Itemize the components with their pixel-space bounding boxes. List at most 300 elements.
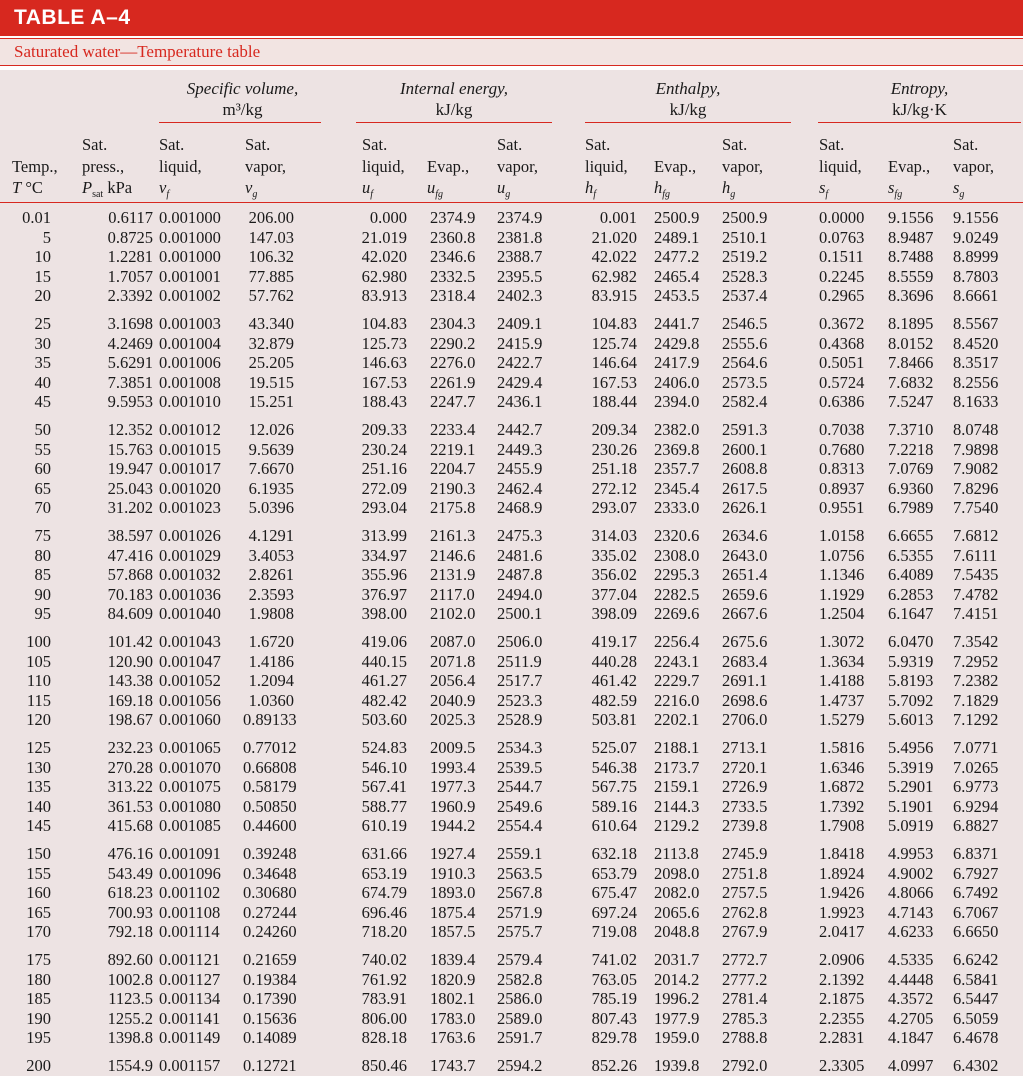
cell-sfg: 5.2901 [888, 777, 934, 796]
cell-sg: 8.0748 [953, 420, 999, 439]
cell-ug: 2559.1 [497, 844, 543, 863]
cell-temp: 170 [26, 922, 51, 941]
cell-sfg: 5.7092 [888, 690, 934, 710]
table-row [0, 903, 1023, 923]
cell-uf: 313.99 [361, 526, 407, 545]
group-internal-energy [356, 78, 552, 120]
cell-sfg: 4.7143 [888, 902, 934, 922]
cell-sg: 6.5059 [953, 1008, 999, 1028]
cell-uf: 42.020 [361, 247, 407, 266]
cell-psat: 476.16 [107, 844, 153, 863]
cell-sf: 1.5279 [819, 710, 865, 729]
table-row [0, 267, 1023, 287]
cell-uf: 653.19 [361, 863, 407, 883]
cell-hg: 2643.0 [722, 545, 768, 565]
cell-uf: 631.66 [361, 844, 407, 863]
cell-temp: 90 [34, 584, 51, 604]
cell-sf: 2.2355 [819, 1008, 865, 1028]
column-header-vg [245, 134, 286, 202]
cell-uf: 230.24 [361, 439, 407, 459]
cell-ufg: 2247.7 [430, 392, 476, 411]
cell-vf: 0.001002 [159, 286, 221, 305]
cell-hf: 482.59 [591, 690, 637, 710]
cell-sg: 7.8296 [953, 478, 999, 498]
header-line: Sat. [362, 135, 388, 154]
cell-vg: 43.340 [248, 314, 294, 333]
group-rule [818, 122, 1021, 123]
cell-sg: 7.6111 [953, 545, 998, 565]
cell-sg: 6.4302 [953, 1056, 999, 1075]
cell-hf: 632.18 [591, 844, 637, 863]
cell-ufg: 1743.7 [430, 1056, 476, 1075]
cell-hfg: 2417.9 [654, 353, 700, 372]
cell-hg: 2667.6 [722, 604, 768, 623]
cell-temp: 75 [34, 526, 51, 545]
cell-sf: 0.0763 [819, 227, 865, 247]
header-line: Sat. [722, 135, 748, 154]
cell-vg: 9.5639 [248, 439, 294, 459]
cell-psat: 892.60 [107, 950, 153, 969]
cell-sfg: 4.1847 [888, 1028, 934, 1047]
cell-hfg: 2159.1 [654, 777, 700, 796]
cell-hg: 2537.4 [722, 286, 768, 305]
table-row [0, 585, 1023, 605]
cell-psat: 1255.2 [107, 1008, 153, 1028]
cell-psat: 84.609 [107, 604, 153, 623]
cell-hg: 2720.1 [722, 757, 768, 777]
table-row [0, 546, 1023, 566]
header-line: Sat. [953, 135, 979, 154]
cell-sfg: 6.6655 [888, 526, 934, 545]
header-line: Temp., [12, 156, 58, 176]
cell-sf: 0.1511 [819, 247, 864, 266]
cell-sg: 6.7067 [953, 902, 999, 922]
cell-hf: 42.022 [591, 247, 637, 266]
cell-psat: 3.1698 [107, 314, 153, 333]
cell-sf: 1.4188 [819, 671, 865, 690]
cell-sfg: 8.5559 [888, 266, 934, 286]
cell-sg: 7.9082 [953, 459, 999, 478]
table-row [0, 420, 1023, 440]
cell-hg: 2546.5 [722, 314, 768, 333]
cell-sfg: 6.5355 [888, 545, 934, 565]
cell-hf: 675.47 [591, 883, 637, 902]
cell-vf: 0.001000 [159, 227, 221, 247]
cell-sfg: 4.5335 [888, 950, 934, 969]
cell-temp: 175 [26, 950, 51, 969]
cell-uf: 62.980 [361, 266, 407, 286]
cell-vf: 0.001141 [159, 1008, 221, 1028]
cell-vf: 0.001052 [159, 671, 221, 690]
cell-ug: 2436.1 [497, 392, 543, 411]
header-line: press., [82, 156, 125, 176]
header-symbol: T °C [12, 178, 43, 197]
cell-ug: 2449.3 [497, 439, 543, 459]
column-header-psat [82, 134, 132, 202]
cell-sfg: 6.1647 [888, 604, 934, 623]
cell-ug: 2415.9 [497, 333, 543, 353]
cell-uf: 740.02 [361, 950, 407, 969]
cell-temp: 0.01 [22, 208, 51, 227]
cell-sf: 0.8937 [819, 478, 865, 498]
header-symbol: $u_{fg}$ [427, 178, 444, 200]
cell-sf: 1.8418 [819, 844, 865, 863]
cell-hg: 2767.9 [722, 922, 768, 941]
cell-hfg: 2188.1 [654, 738, 700, 757]
cell-vg: 0.24260 [243, 922, 297, 941]
cell-temp: 165 [26, 902, 51, 922]
header-line: Sat. [819, 135, 845, 154]
cell-temp: 35 [34, 353, 51, 372]
cell-hfg: 2441.7 [654, 314, 700, 333]
cell-vf: 0.001091 [159, 844, 221, 863]
cell-ufg: 2190.3 [430, 478, 476, 498]
cell-hf: 21.020 [591, 227, 637, 247]
table-row [0, 691, 1023, 711]
table-row [0, 208, 1023, 228]
cell-temp: 5 [42, 227, 51, 247]
cell-sf: 0.7038 [819, 420, 865, 439]
cell-temp: 70 [34, 498, 51, 517]
cell-hfg: 1996.2 [654, 989, 700, 1008]
cell-hf: 503.81 [591, 710, 637, 729]
header-symbol: $s_f$ [819, 178, 829, 200]
table-row [0, 334, 1023, 354]
cell-hg: 2781.4 [722, 989, 768, 1008]
table-row [0, 797, 1023, 817]
header-symbol: $h_f$ [585, 178, 597, 200]
cell-sfg: 4.9953 [888, 844, 934, 863]
cell-vg: 0.66808 [243, 757, 297, 777]
cell-sfg: 8.1895 [888, 314, 934, 333]
column-header-temp [12, 134, 58, 199]
cell-hg: 2713.1 [722, 738, 768, 757]
header-line: Sat. [245, 135, 271, 154]
cell-hg: 2772.7 [722, 950, 768, 969]
cell-uf: 761.92 [361, 969, 407, 989]
column-header-hg [722, 134, 763, 202]
cell-psat: 15.763 [107, 439, 153, 459]
cell-psat: 19.947 [107, 459, 153, 478]
header-symbol: $v_g$ [245, 178, 258, 200]
cell-vf: 0.001003 [159, 314, 221, 333]
cell-hf: 589.16 [591, 796, 637, 816]
cell-vg: 15.251 [248, 392, 294, 411]
cell-sg: 7.4782 [953, 584, 999, 604]
cell-sg: 7.9898 [953, 439, 999, 459]
cell-ug: 2511.9 [497, 651, 542, 671]
header-symbol: $v_f$ [159, 178, 170, 200]
cell-sg: 7.4151 [953, 604, 999, 623]
table-row [0, 883, 1023, 903]
cell-hf: 356.02 [591, 565, 637, 584]
cell-sfg: 7.5247 [888, 392, 934, 411]
cell-hg: 2792.0 [722, 1056, 768, 1075]
cell-vg: 206.00 [248, 208, 294, 227]
cell-vf: 0.001001 [159, 266, 221, 286]
cell-sfg: 7.8466 [888, 353, 934, 372]
table-row [0, 314, 1023, 334]
cell-sf: 0.7680 [819, 439, 865, 459]
cell-ug: 2528.9 [497, 710, 543, 729]
cell-ug: 2487.8 [497, 565, 543, 584]
cell-vf: 0.001029 [159, 545, 221, 565]
cell-vg: 4.1291 [248, 526, 294, 545]
cell-temp: 60 [34, 459, 51, 478]
cell-temp: 135 [26, 777, 51, 796]
cell-vg: 0.50850 [243, 796, 297, 816]
cell-hg: 2582.4 [722, 392, 768, 411]
cell-temp: 65 [34, 478, 51, 498]
cell-hfg: 2308.0 [654, 545, 700, 565]
cell-ug: 2594.2 [497, 1056, 543, 1075]
cell-temp: 110 [26, 671, 51, 690]
cell-hf: 167.53 [591, 372, 637, 392]
table-row [0, 970, 1023, 990]
cell-sf: 0.6386 [819, 392, 865, 411]
cell-uf: 125.73 [361, 333, 407, 353]
cell-ufg: 2025.3 [430, 710, 476, 729]
cell-hfg: 2082.0 [654, 883, 700, 902]
cell-hf: 697.24 [591, 902, 637, 922]
cell-hf: 293.07 [591, 498, 637, 517]
cell-ufg: 2204.7 [430, 459, 476, 478]
cell-ufg: 1910.3 [430, 863, 476, 883]
cell-ufg: 1875.4 [430, 902, 476, 922]
cell-sfg: 6.9360 [888, 478, 934, 498]
cell-hf: 419.17 [591, 632, 637, 651]
cell-hf: 829.78 [591, 1028, 637, 1047]
cell-sg: 7.2952 [953, 651, 999, 671]
cell-vg: 7.6670 [248, 459, 294, 478]
cell-vg: 106.32 [248, 247, 294, 266]
cell-vg: 0.14089 [243, 1028, 297, 1047]
table-row [0, 922, 1023, 942]
cell-ufg: 1783.0 [430, 1008, 476, 1028]
header-rule [0, 202, 1023, 203]
cell-uf: 546.10 [361, 757, 407, 777]
cell-sf: 2.1875 [819, 989, 865, 1008]
cell-hfg: 2477.2 [654, 247, 700, 266]
cell-sg: 9.1556 [953, 208, 999, 227]
cell-vf: 0.001102 [159, 883, 221, 902]
cell-uf: 398.00 [361, 604, 407, 623]
cell-ug: 2395.5 [497, 266, 543, 286]
cell-sg: 8.8999 [953, 247, 999, 266]
cell-ufg: 2360.8 [430, 227, 476, 247]
cell-hf: 377.04 [591, 584, 637, 604]
cell-sg: 6.8371 [953, 844, 999, 863]
header-line: Evap., [654, 156, 697, 176]
cell-sf: 1.1929 [819, 584, 865, 604]
cell-temp: 115 [26, 690, 51, 710]
cell-hfg: 2394.0 [654, 392, 700, 411]
header-symbol: $s_{fg}$ [888, 178, 903, 200]
cell-temp: 15 [34, 266, 51, 286]
cell-hg: 2651.4 [722, 565, 768, 584]
cell-vf: 0.001004 [159, 333, 221, 353]
table-row [0, 498, 1023, 518]
cell-sg: 6.5841 [953, 969, 999, 989]
cell-temp: 150 [26, 844, 51, 863]
column-header-uf [362, 134, 405, 202]
cell-psat: 57.868 [107, 565, 153, 584]
cell-ufg: 1763.6 [430, 1028, 476, 1047]
cell-sfg: 4.3572 [888, 989, 934, 1008]
cell-sfg: 5.0919 [888, 816, 934, 835]
cell-sg: 7.0265 [953, 757, 999, 777]
cell-vg: 0.30680 [243, 883, 297, 902]
cell-ufg: 1977.3 [430, 777, 476, 796]
cell-uf: 850.46 [361, 1056, 407, 1075]
cell-sfg: 6.4089 [888, 565, 934, 584]
cell-hfg: 2229.7 [654, 671, 700, 690]
cell-hf: 807.43 [591, 1008, 637, 1028]
cell-hg: 2777.2 [722, 969, 768, 989]
cell-sfg: 8.3696 [888, 286, 934, 305]
cell-hg: 2500.9 [722, 208, 768, 227]
cell-temp: 190 [26, 1008, 51, 1028]
cell-ufg: 1857.5 [430, 922, 476, 941]
cell-psat: 1398.8 [107, 1028, 153, 1047]
cell-psat: 415.68 [107, 816, 153, 835]
cell-sg: 6.6650 [953, 922, 999, 941]
cell-ug: 2442.7 [497, 420, 543, 439]
cell-hfg: 2453.5 [654, 286, 700, 305]
cell-ufg: 2276.0 [430, 353, 476, 372]
cell-ug: 2589.0 [497, 1008, 543, 1028]
cell-uf: 461.27 [361, 671, 407, 690]
cell-uf: 21.019 [361, 227, 407, 247]
cell-sg: 6.7492 [953, 883, 999, 902]
cell-psat: 70.183 [107, 584, 153, 604]
cell-sfg: 4.2705 [888, 1008, 934, 1028]
table-row [0, 479, 1023, 499]
cell-ufg: 2131.9 [430, 565, 476, 584]
cell-ug: 2455.9 [497, 459, 543, 478]
cell-psat: 361.53 [107, 796, 153, 816]
cell-hf: 125.74 [591, 333, 637, 353]
cell-vf: 0.001065 [159, 738, 221, 757]
cell-temp: 200 [26, 1056, 51, 1075]
cell-vf: 0.001008 [159, 372, 221, 392]
group-entropy [818, 78, 1021, 120]
cell-ufg: 2374.9 [430, 208, 476, 227]
cell-hfg: 2320.6 [654, 526, 700, 545]
cell-ug: 2468.9 [497, 498, 543, 517]
cell-hf: 653.79 [591, 863, 637, 883]
cell-vg: 6.1935 [248, 478, 294, 498]
cell-sf: 1.0158 [819, 526, 865, 545]
cell-psat: 0.8725 [107, 227, 153, 247]
table-row [0, 950, 1023, 970]
header-line: Sat. [82, 135, 108, 154]
cell-ug: 2586.0 [497, 989, 543, 1008]
cell-sg: 6.9294 [953, 796, 999, 816]
cell-sg: 6.6242 [953, 950, 999, 969]
cell-sg: 8.6661 [953, 286, 999, 305]
header-line: Sat. [159, 135, 185, 154]
cell-ufg: 2261.9 [430, 372, 476, 392]
table-row [0, 459, 1023, 479]
cell-sf: 1.6346 [819, 757, 865, 777]
cell-hfg: 2173.7 [654, 757, 700, 777]
cell-sfg: 8.7488 [888, 247, 934, 266]
cell-temp: 10 [34, 247, 51, 266]
cell-ug: 2549.6 [497, 796, 543, 816]
cell-temp: 100 [26, 632, 51, 651]
cell-hfg: 2465.4 [654, 266, 700, 286]
header-line: Sat. [497, 135, 523, 154]
cell-ug: 2567.8 [497, 883, 543, 902]
cell-hf: 741.02 [591, 950, 637, 969]
cell-psat: 700.93 [107, 902, 153, 922]
cell-sg: 7.7540 [953, 498, 999, 517]
cell-ufg: 2304.3 [430, 314, 476, 333]
cell-psat: 101.42 [107, 632, 153, 651]
cell-psat: 47.416 [107, 545, 153, 565]
cell-hg: 2745.9 [722, 844, 768, 863]
cell-sfg: 4.4448 [888, 969, 934, 989]
cell-vg: 19.515 [248, 372, 294, 392]
cell-temp: 185 [26, 989, 51, 1008]
cell-psat: 7.3851 [107, 372, 153, 392]
cell-vf: 0.001096 [159, 863, 221, 883]
cell-hg: 2698.6 [722, 690, 768, 710]
table-row [0, 864, 1023, 884]
cell-hg: 2726.9 [722, 777, 768, 796]
cell-ufg: 2332.5 [430, 266, 476, 286]
cell-vf: 0.001026 [159, 526, 221, 545]
cell-temp: 30 [34, 333, 51, 353]
cell-ufg: 1839.4 [430, 950, 476, 969]
cell-psat: 1123.5 [108, 989, 153, 1008]
cell-hg: 2788.8 [722, 1028, 768, 1047]
cell-hf: 440.28 [591, 651, 637, 671]
cell-hf: 251.18 [591, 459, 637, 478]
cell-temp: 195 [26, 1028, 51, 1047]
cell-hfg: 2345.4 [654, 478, 700, 498]
cell-psat: 792.18 [107, 922, 153, 941]
cell-psat: 169.18 [107, 690, 153, 710]
cell-psat: 198.67 [107, 710, 153, 729]
cell-ug: 2575.7 [497, 922, 543, 941]
cell-ufg: 1993.4 [430, 757, 476, 777]
group-specific-volume [165, 78, 320, 120]
cell-ug: 2462.4 [497, 478, 543, 498]
cell-sfg: 8.9487 [888, 227, 934, 247]
cell-temp: 180 [26, 969, 51, 989]
group-enthalpy [585, 78, 791, 120]
cell-hg: 2739.8 [722, 816, 768, 835]
table-row [0, 392, 1023, 412]
cell-hfg: 2014.2 [654, 969, 700, 989]
cell-vg: 12.026 [248, 420, 294, 439]
cell-psat: 120.90 [107, 651, 153, 671]
cell-vf: 0.001020 [159, 478, 221, 498]
cell-hg: 2733.5 [722, 796, 768, 816]
cell-psat: 313.22 [107, 777, 153, 796]
cell-psat: 232.23 [107, 738, 153, 757]
cell-hfg: 2269.6 [654, 604, 700, 623]
table-row [0, 671, 1023, 691]
header-line: liquid, [362, 156, 405, 176]
cell-sg: 7.0771 [953, 738, 999, 757]
cell-sg: 6.4678 [953, 1028, 999, 1047]
cell-psat: 1002.8 [107, 969, 153, 989]
header-symbol: $P_{sat}$ kPa [82, 178, 133, 200]
cell-temp: 155 [26, 863, 51, 883]
